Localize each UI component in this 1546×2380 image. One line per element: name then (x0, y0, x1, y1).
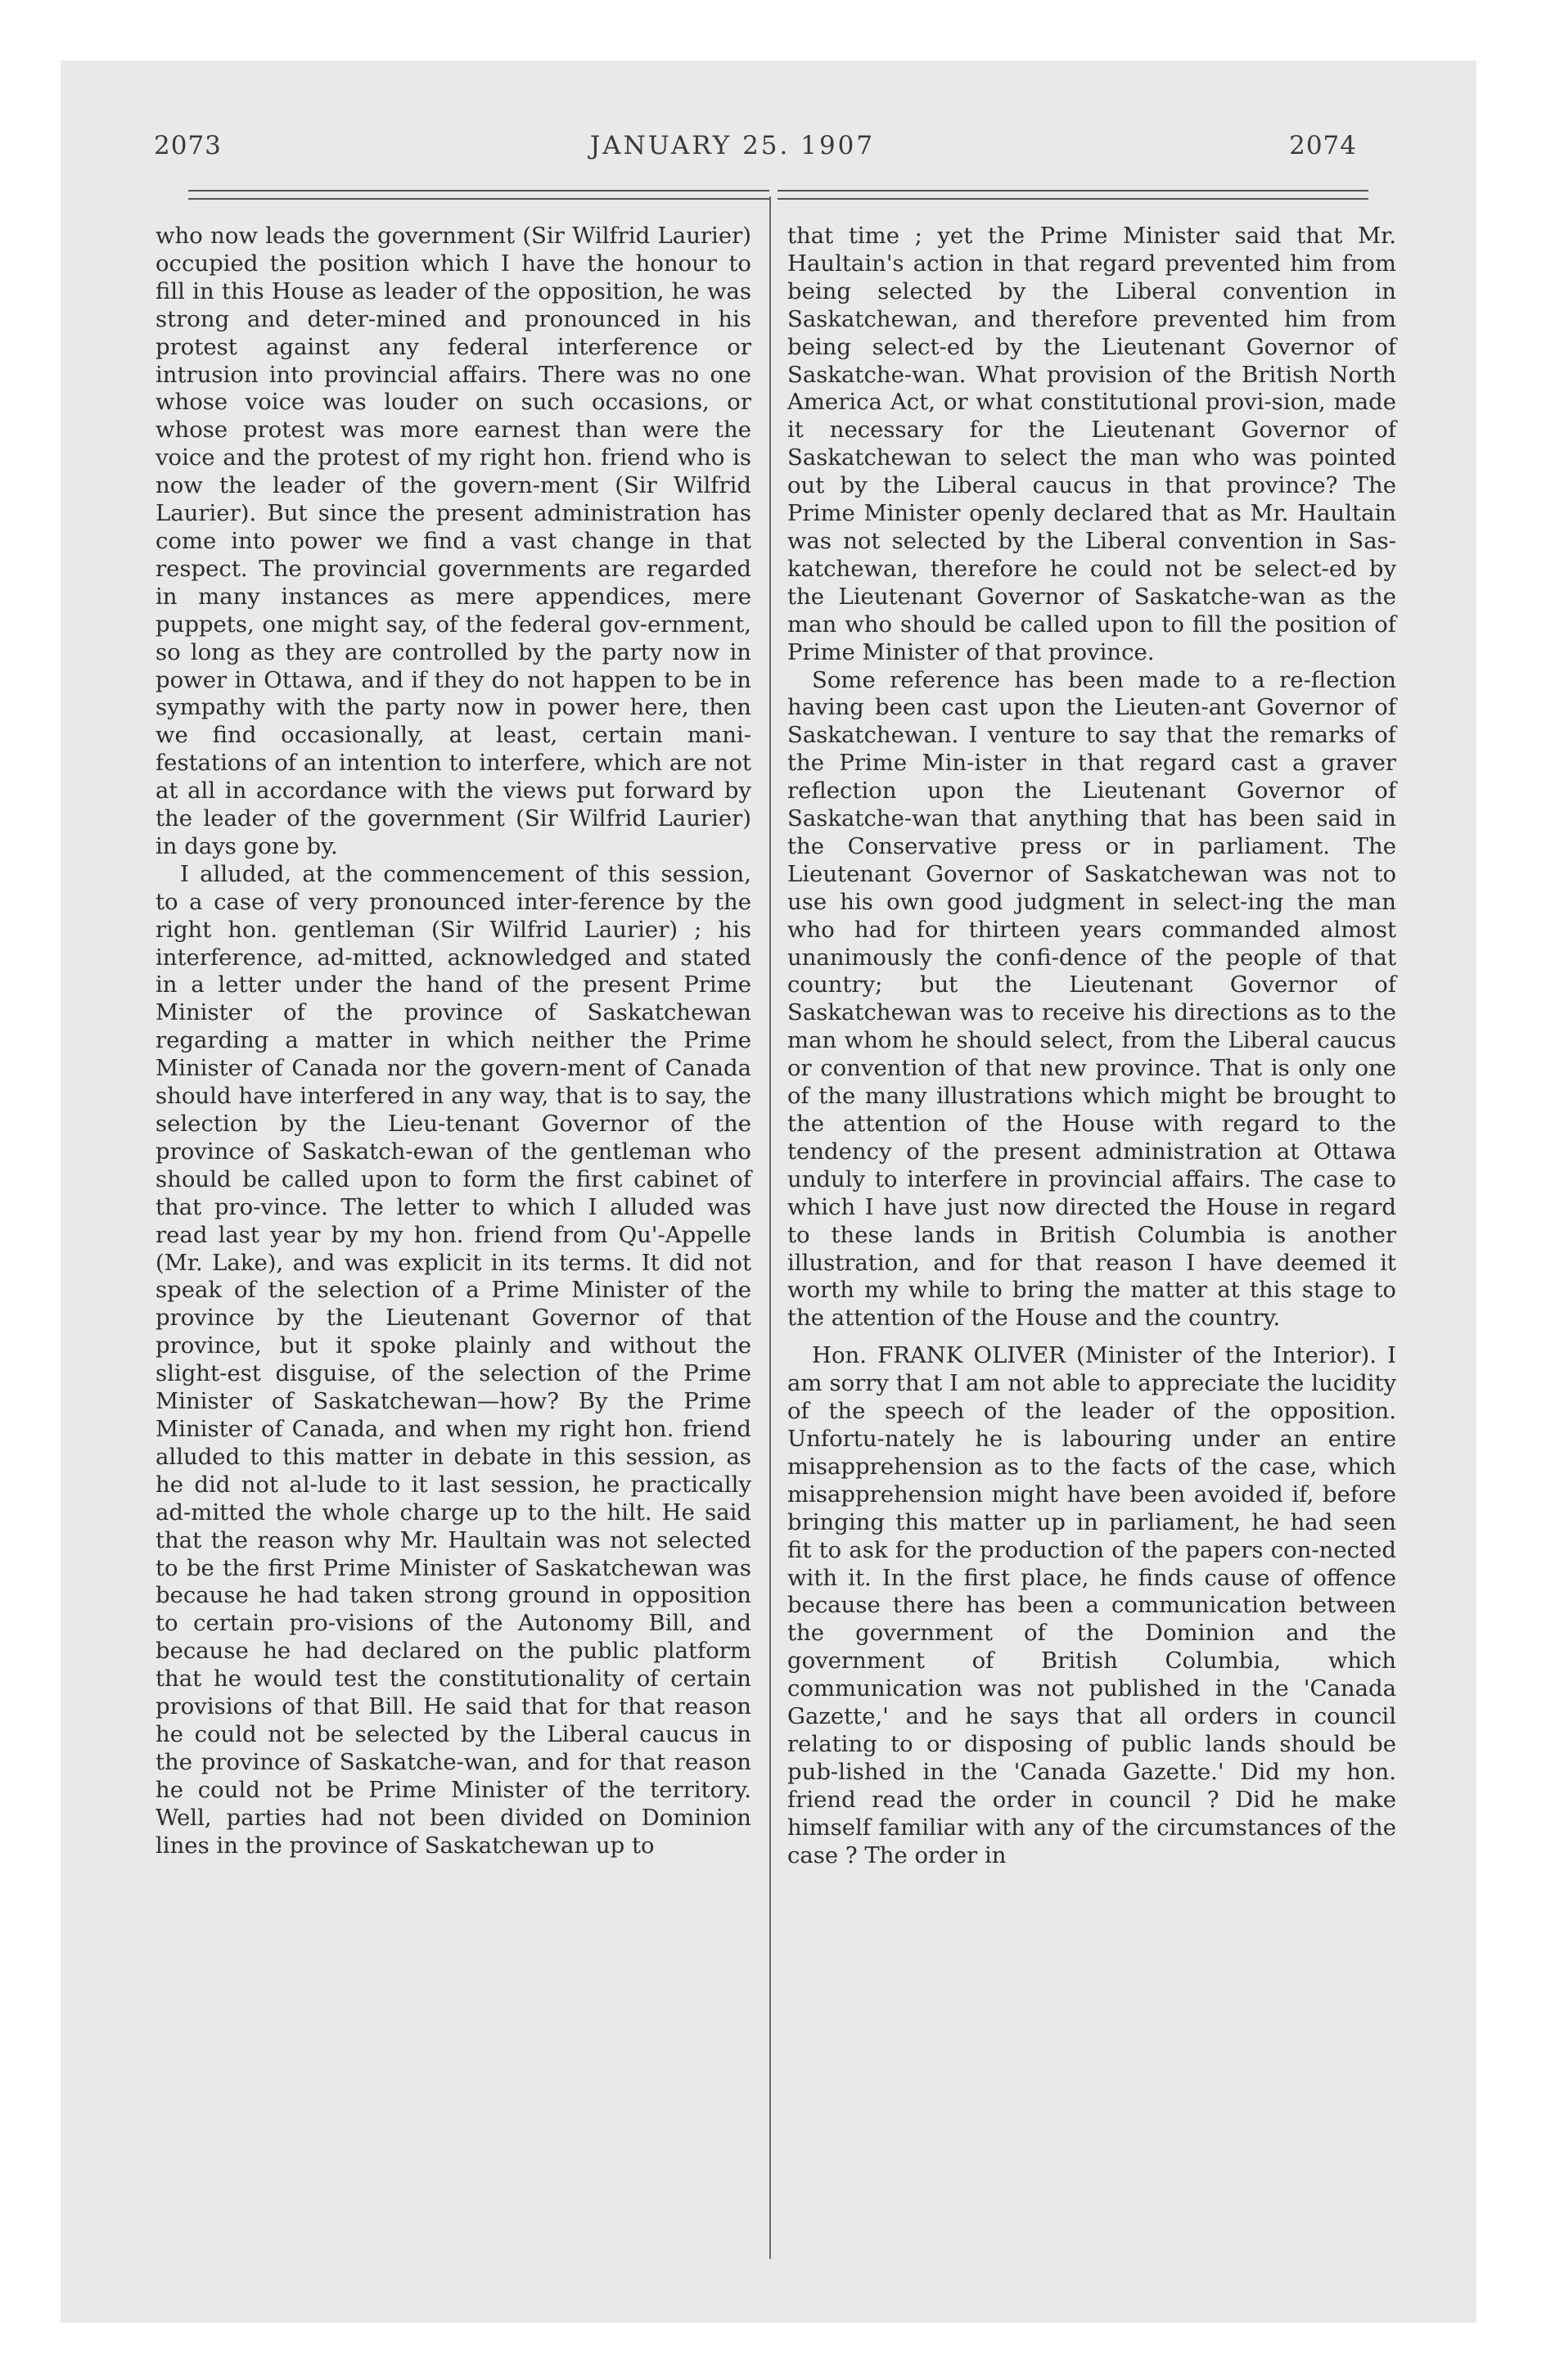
paragraph: who now leads the government (Sir Wilfrid Laurier) occupied the position which I have the honour to fill in this House as leader of the opposition, he was strong and deter-mined and pronounced in his protest against any federal interference or intrusion into provincial affairs. There was no one whose voice was louder on such occasions, or whose protest was more earnest than were the voice and the protest of my right hon. friend who is now the leader of the govern-ment (Sir Wilfrid Laurier). But since the present administration has come into power we find a vast change in that respect. The provincial governments are regarded in many instances as mere appendices, mere puppets, one might say, of the federal gov-ernment, so long as they are controlled by the party now in power in Ottawa, and if they do not happen to be in sympathy with the party now in power here, then we find occasionally, at least, certain mani-festations of an intention to interfere, which are not at all in accordance with the views put forward by the leader of the government (Sir Wilfrid Laurier) in days gone by. (156, 223, 751, 859)
paragraph: Some reference has been made to a re-flection having been cast upon the Lieuten-ant Governor of Saskatchewan. I venture to say that the remarks of the Prime Min-ister in that regard cast a graver reflection upon the Lieutenant Governor of Saskatche-wan that anything that has been said in the Conservative press or in parliament. The Lieutenant Governor of Saskatchewan was not to use his own good judgment in select-ing the man who had for thirteen years commanded almost unanimously the confi-dence of the people of that country; but the Lieutenant Governor of Saskatchewan was to receive his directions as to the man whom he should select, from the Liberal caucus or convention of that new province. That is only one of the many illustrations which might be brought to the attention of the House with regard to the tendency of the present administration at Ottawa unduly to interfere in provincial affairs. The case to which I have just now directed the House in regard to these lands in British Columbia is another illustration, and for that reason I have deemed it worth my while to bring the matter at this stage to the attention of the House and the country. (787, 666, 1396, 1332)
left-column (156, 223, 751, 1859)
paragraph: I alluded, at the commencement of this session, to a case of very pronounced inter-ference by the right hon. gentleman (Sir Wilfrid Laurier) ; his interference, ad-mitted, acknowledged and stated in a letter under the hand of the present Prime Minister of the province of Saskatchewan regarding a matter in which neither the Prime Minister of Canada nor the govern-ment of Canada should have interfered in any way, that is to say, the selection by the Lieu-tenant Governor of the province of Saskatch-ewan of the gentleman who should be called upon to form the first cabinet of that pro-vince. The letter to which I alluded was read last year by my hon. friend from Qu'-Appelle (Mr. Lake), and was explicit in its terms. It did not speak of the selection of a Prime Minister of the province by the Lieutenant Governor of that province, but it spoke plainly and without the slight-est disguise, of the selection of the Prime Minister of Saskatchewan—how? By the Prime Minister of Canada, and when my right hon. friend alluded to this matter in debate in this session, as he did not al-lude to it last session, he practically ad-mitted the whole charge up to the hilt. He said that the reason why Mr. Haultain was not selected to be the first Prime Minister of Saskatchewan was because he had taken strong ground in opposition to certain pro-visions of the Autonomy Bill, and because he had declared on the public platform that he would test the constitutionality of certain provisions of that Bill. He said that for that reason he could not be selected by the Liberal caucus in the province of Saskatche-wan, and for that reason he could not be Prime Minister of the territory. Well, parties had not been divided on Dominion lines in the province of Saskatchewan up to (156, 860, 751, 1859)
paragraph: Hon. FRANK OLIVER (Minister of the Interior). I am sorry that I am not able to appreciate the lucidity of the speech of the leader of the opposition. Unfortu-nately he is labouring under an entire misapprehension as to the facts of the case, which misapprehension might have been avoided if, before bringing this matter up in parliament, he had seen fit to ask for the production of the papers con-nected with it. In the first place, he finds cause of offence because there has been a communication between the government of the Dominion and the government of British Columbia, which communication was not published in the 'Canada Gazette,' and he says that all orders in council relating to or disposing of public lands should be pub-lished in the 'Canada Gazette.' Did my hon. friend read the order in council ? Did he make himself familiar with any of the circumstances of the case ? The order in (787, 1342, 1396, 1868)
page-header (90, 131, 1375, 172)
right-column (787, 223, 1396, 1869)
left-page-number: 2073 (154, 131, 222, 160)
paragraph: that time ; yet the Prime Minister said that Mr. Haultain's action in that regard prevented him from being selected by the Liberal convention in Saskatchewan, and therefore prevented him from being select-ed by the Lieutenant Governor of Saskatche-wan. What provision of the British North America Act, or what constitutional provi-sion, made it necessary for the Lieutenant Governor of Saskatchewan to select the man who was pointed out by the Liberal caucus in that province? The Prime Minister openly declared that as Mr. Haultain was not selected by the Liberal convention in Sas-katchewan, therefore he could not be select-ed by the Lieutenant Governor of Saskatche-wan as the man who should be called upon to fill the position of Prime Minister of that province. (787, 223, 1396, 665)
column-divider (769, 196, 771, 2259)
page-date: JANUARY 25. 1907 (589, 131, 876, 160)
header-rule-left (188, 190, 769, 200)
right-page-number: 2074 (1289, 131, 1357, 160)
header-rule-right (778, 190, 1368, 200)
